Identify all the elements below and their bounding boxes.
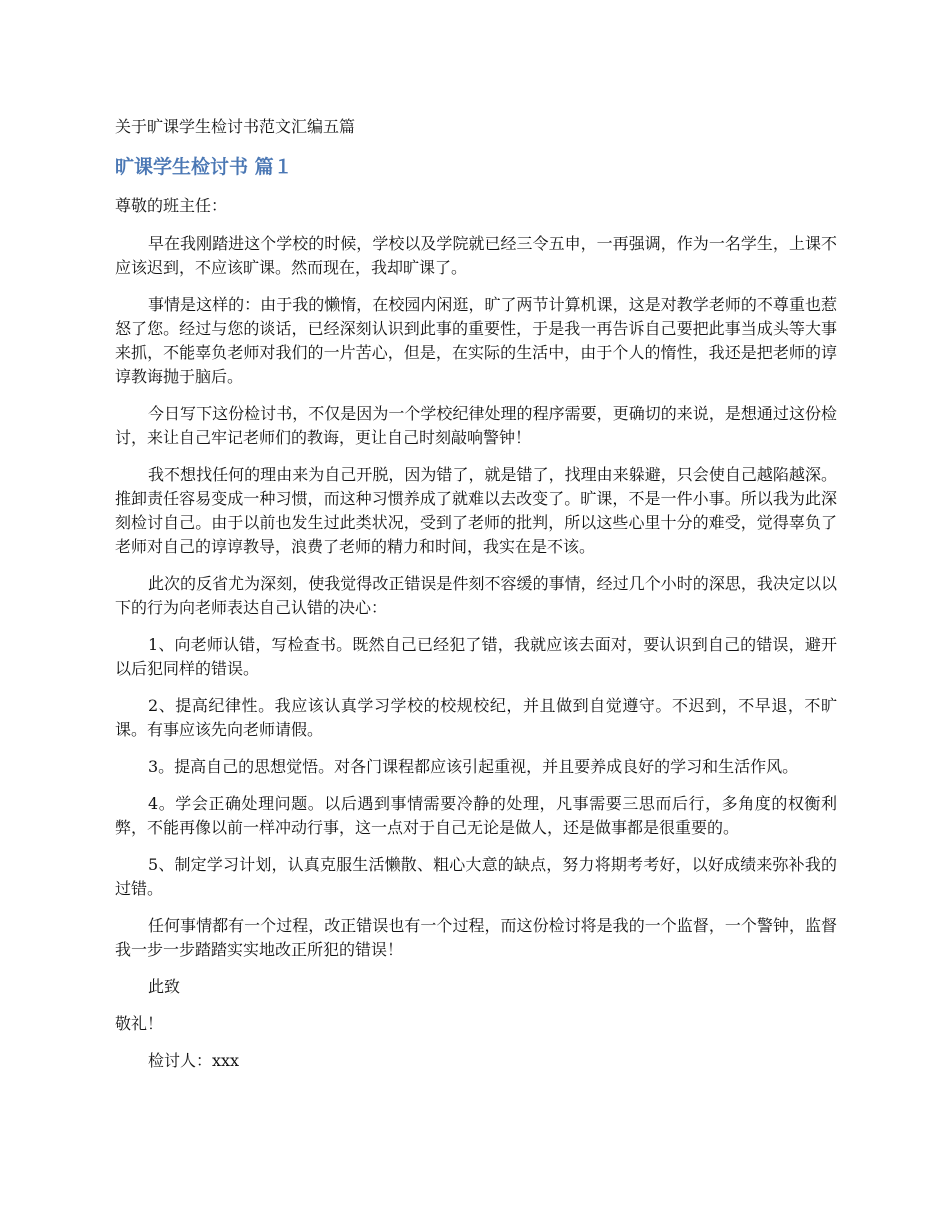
- document-title: 关于旷课学生检讨书范文汇编五篇: [115, 117, 356, 136]
- regards: 敬礼！: [115, 1014, 164, 1033]
- section-heading: 旷课学生检讨书 篇１: [115, 156, 293, 178]
- paragraph-3: 今日写下这份检讨书，不仅是因为一个学校纪律处理的程序需要，更确切的来说，是想通过这份检讨，来让自己牢记老师们的教诲，更让自己时刻敲响警钟！: [115, 404, 837, 447]
- signature: 检讨人：xxx: [148, 1051, 240, 1070]
- paragraph-2: 事情是这样的：由于我的懒惰，在校园内闲逛，旷了两节计算机课，这是对教学老师的不尊重也惹怒了您。经过与您的谈话，已经深刻认识到此事的重要性，于是我一再告诉自己要把此事当成头等大事来抓，不能辜负老师对我们的一片苦心，但是，在实际的生活中，由于个人的惰性，我还是把老师的谆谆教诲抛于脑后。: [115, 295, 837, 386]
- paragraph-conclusion: 任何事情都有一个过程，改正错误也有一个过程，而这份检讨将是我的一个监督，一个警钟，监督我一步一步踏踏实实地改正所犯的错误！: [115, 916, 837, 959]
- document-page: [115, 116, 837, 1086]
- paragraph-5: 此次的反省尤为深刻，使我觉得改正错误是件刻不容缓的事情，经过几个小时的深思，我决定以以下的行为向老师表达自己认错的决心：: [115, 574, 837, 617]
- paragraph-1: 早在我刚踏进这个学校的时候，学校以及学院就已经三令五申，一再强调，作为一名学生，上课不应该迟到，不应该旷课。然而现在，我却旷课了。: [115, 234, 837, 277]
- closing: 此致: [148, 977, 181, 996]
- paragraph-4: 我不想找任何的理由来为自己开脱，因为错了，就是错了，找理由来躲避，只会使自己越陷越深。推卸责任容易变成一种习惯，而这种习惯养成了就难以去改变了。旷课，不是一件小事。所以我为此深刻检讨自己。由于以前也发生过此类状况，受到了老师的批判，所以这些心里十分的难受，觉得辜负了老师对自己的谆谆教导，浪费了老师的精力和时间，我实在是不该。: [115, 465, 837, 556]
- list-item-5: 5、制定学习计划，认真克服生活懒散、粗心大意的缺点，努力将期考考好，以好成绩来弥补我的过错。: [115, 855, 837, 898]
- list-item-2: 2、提高纪律性。我应该认真学习学校的校规校纪，并且做到自觉遵守。不迟到，不早退，不旷课。有事应该先向老师请假。: [115, 696, 837, 739]
- list-item-3: 3。提高自己的思想觉悟。对各门课程都应该引起重视，并且要养成良好的学习和生活作风。: [148, 757, 799, 776]
- salutation: 尊敬的班主任：: [115, 196, 228, 215]
- list-item-4: 4。学会正确处理问题。以后遇到事情需要冷静的处理，凡事需要三思而后行，多角度的权衡利弊，不能再像以前一样冲动行事，这一点对于自己无论是做人，还是做事都是很重要的。: [115, 794, 837, 837]
- list-item-1: 1、向老师认错，写检查书。既然自己已经犯了错，我就应该去面对，要认识到自己的错误，避开以后犯同样的错误。: [115, 635, 837, 678]
